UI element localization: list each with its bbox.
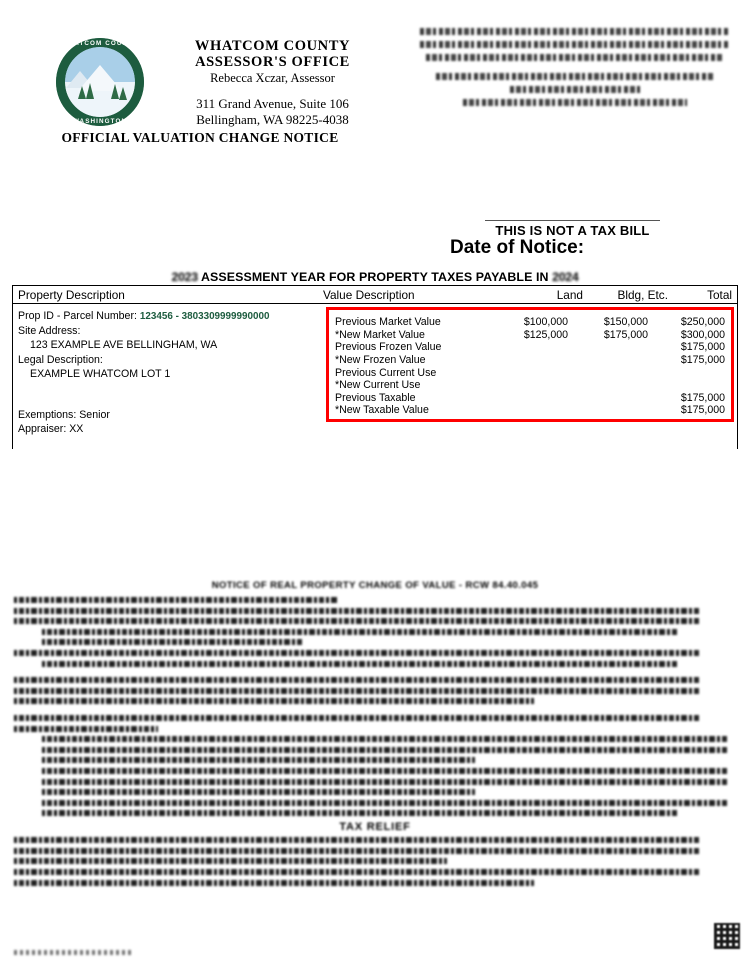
table-row xyxy=(329,341,731,354)
value-description: *New Taxable Value xyxy=(335,404,429,417)
col-total: Total xyxy=(707,287,732,302)
value-bldg: $150,000 xyxy=(603,316,648,329)
exemptions: Exemptions: Senior xyxy=(18,408,110,421)
legal-paragraph-definitions xyxy=(14,597,736,667)
legal-description-value: EXAMPLE WHATCOM LOT 1 xyxy=(30,368,171,380)
legal-section-heading: NOTICE OF REAL PROPERTY CHANGE OF VALUE - RCW 84.40.045 xyxy=(211,580,539,591)
assessment-year-text: ASSESSMENT YEAR FOR PROPERTY TAXES PAYABLE IN xyxy=(200,270,549,284)
value-total: $250,000 xyxy=(680,316,725,329)
prop-id-label: Prop ID - Parcel Number: xyxy=(18,310,137,322)
qr-code-icon xyxy=(714,923,740,949)
table-body xyxy=(13,304,737,449)
agency-block xyxy=(155,38,390,128)
prop-spacer xyxy=(18,396,318,409)
value-description: Previous Frozen Value xyxy=(335,341,442,354)
value-land: $100,000 xyxy=(523,316,568,329)
table-row xyxy=(329,379,731,392)
value-description: *New Frozen Value xyxy=(335,354,426,367)
appraiser: Appraiser: XX xyxy=(18,423,84,435)
value-description: Previous Current Use xyxy=(335,366,437,379)
value-rows xyxy=(329,310,731,417)
assessment-year-line xyxy=(0,270,750,284)
whatcom-county-seal-icon xyxy=(56,38,144,126)
value-description: *New Market Value xyxy=(335,328,425,341)
table-header-row xyxy=(13,286,737,304)
value-total: $175,000 xyxy=(680,341,725,354)
col-value-description: Value Description xyxy=(323,287,415,302)
agency-address-line1: 311 Grand Avenue, Suite 106 xyxy=(196,96,349,111)
assessor-name: Rebecca Xczar, Assessor xyxy=(210,71,335,85)
table-row xyxy=(329,404,731,417)
col-property-description: Property Description xyxy=(18,287,125,302)
value-total: $300,000 xyxy=(680,328,725,341)
value-description: Previous Market Value xyxy=(335,316,441,329)
agency-name-line1: WHATCOM COUNTY xyxy=(194,38,351,54)
not-a-tax-bill-banner: THIS IS NOT A TAX BILL xyxy=(485,220,660,238)
table-row xyxy=(329,366,731,379)
valuation-table xyxy=(12,285,738,449)
date-of-notice-label: Date of Notice: xyxy=(450,237,585,258)
assessment-year: 2023 xyxy=(171,270,198,284)
value-total: $175,000 xyxy=(680,354,725,367)
value-land: $125,000 xyxy=(523,328,568,341)
value-description: *New Current Use xyxy=(335,379,421,392)
value-total: $175,000 xyxy=(680,391,725,404)
document-header xyxy=(0,0,750,150)
legal-fine-print xyxy=(14,580,736,890)
table-row xyxy=(329,392,731,405)
value-description: Previous Taxable xyxy=(335,391,416,404)
seal-bottom-text: WASHINGTON xyxy=(72,117,128,125)
col-land: Land xyxy=(556,287,583,302)
value-bldg: $175,000 xyxy=(603,328,648,341)
table-row xyxy=(329,329,731,342)
value-total: $175,000 xyxy=(680,404,725,417)
header-instructions-blurb xyxy=(420,28,730,112)
seal-top-text: WHATCOM COUNTY xyxy=(61,39,139,47)
prop-spacer xyxy=(18,383,318,396)
agency-address-line2: Bellingham, WA 98225-4038 xyxy=(196,112,349,127)
legal-paragraph-tax-relief xyxy=(14,837,736,885)
table-row xyxy=(329,316,731,329)
col-bldg: Bldg, Etc. xyxy=(617,287,668,302)
legal-paragraph-appeals xyxy=(14,715,736,816)
legal-description-label: Legal Description: xyxy=(18,353,103,366)
page-title: OFFICIAL VALUATION CHANGE NOTICE xyxy=(61,130,339,145)
legal-paragraph-notice xyxy=(14,677,736,704)
prop-id-value: 123456 - 3803309999990000 xyxy=(139,311,270,322)
table-row xyxy=(329,354,731,367)
seal-ring xyxy=(56,38,144,126)
footer-note xyxy=(14,950,134,955)
site-address-value: 123 EXAMPLE AVE BELLINGHAM, WA xyxy=(30,339,218,351)
payable-year: 2024 xyxy=(552,270,579,284)
prop-id-row xyxy=(18,310,318,324)
site-address-label: Site Address: xyxy=(18,324,81,337)
tax-relief-heading: TAX RELIEF xyxy=(339,821,411,834)
value-summary-box xyxy=(326,307,734,422)
agency-name-line2: ASSESSOR'S OFFICE xyxy=(195,54,350,70)
property-description-block xyxy=(18,310,318,438)
